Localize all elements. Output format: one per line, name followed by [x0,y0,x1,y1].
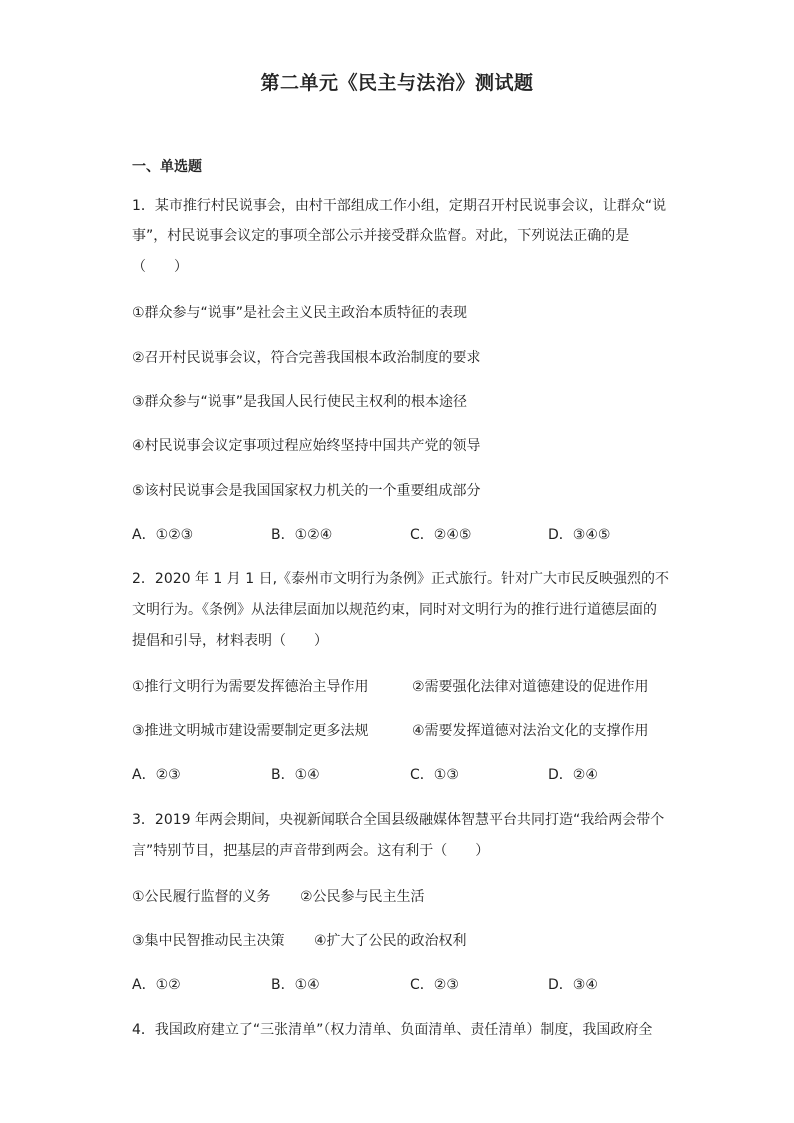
question-1-option-5: ⑤该村民说事会是我国国家权力机关的一个重要组成部分 [132,483,481,499]
question-1-option-4: ④村民说事会议定事项过程应始终坚持中国共产党的领导 [132,438,481,454]
question-1-line-2: 事”，村民说事会议定的事项全部公示并接受群众监督。对此，下列说法正确的是 [132,228,630,244]
question-3-option-2: ②公民参与民主生活 [300,889,425,905]
choice-d[interactable]: D．③④⑤ [548,527,611,543]
question-1-option-3: ③群众参与“说事”是我国人民行使民主权利的根本途径 [132,394,468,410]
question-2-line-2: 文明行为。《条例》从法律层面加以规范约束，同时对文明行为的推行进行道德层面的 [132,602,657,618]
question-3-option-4: ④扩大了公民的政治权利 [314,933,467,949]
choice-b[interactable]: B．①④ [271,977,320,993]
choice-c[interactable]: C．②③ [410,977,459,993]
choice-b[interactable]: B．①②④ [271,527,333,543]
choice-c[interactable]: C．①③ [410,767,459,783]
choice-a[interactable]: A．①②③ [132,527,194,543]
question-2-option-1: ①推行文明行为需要发挥德治主导作用 [132,679,369,695]
question-3-line-1: 3．2019 年两会期间，央视新闻联合全国县级融媒体智慧平台共同打造“我给两会带个 [132,812,665,828]
question-1-line-3: （ ） [132,259,188,275]
choice-d[interactable]: D．③④ [548,977,598,993]
question-2-option-4: ④需要发挥道德对法治文化的支撑作用 [412,723,649,739]
choice-c[interactable]: C．②④⑤ [410,527,472,543]
question-2-option-2: ②需要强化法律对道德建设的促进作用 [412,679,649,695]
question-2-line-1: 2．2020 年 1 月 1 日,《泰州市文明行为条例》正式旅行。针对广大市民反映强烈的不 [132,571,670,587]
question-3-line-2: 言”特别节目，把基层的声音带到两会。这有利于（ ） [132,843,490,859]
question-2-option-3: ③推进文明城市建设需要制定更多法规 [132,723,369,739]
question-2-line-3: 提倡和引导，材料表明（ ） [132,633,328,649]
choice-b[interactable]: B．①④ [271,767,320,783]
question-1-option-1: ①群众参与“说事”是社会主义民主政治本质特征的表现 [132,305,468,321]
question-1-line-1: 1．某市推行村民说事会，由村干部组成工作小组，定期召开村民说事会议，让群众“说 [132,198,667,214]
choice-a[interactable]: A．①② [132,977,181,993]
section-heading: 一、单选题 [132,159,202,175]
question-4-line-1: 4．我国政府建立了“三张清单”（权力清单、负面清单、责任清单）制度，我国政府全 [132,1022,653,1038]
choice-a[interactable]: A．②③ [132,767,181,783]
question-3-option-1: ①公民履行监督的义务 [132,889,271,905]
question-1-option-2: ②召开村民说事会议，符合完善我国根本政治制度的要求 [132,350,481,366]
choice-d[interactable]: D．②④ [548,767,598,783]
question-3-option-3: ③集中民智推动民主决策 [132,933,285,949]
page-title: 第二单元《民主与法治》测试题 [260,72,534,94]
